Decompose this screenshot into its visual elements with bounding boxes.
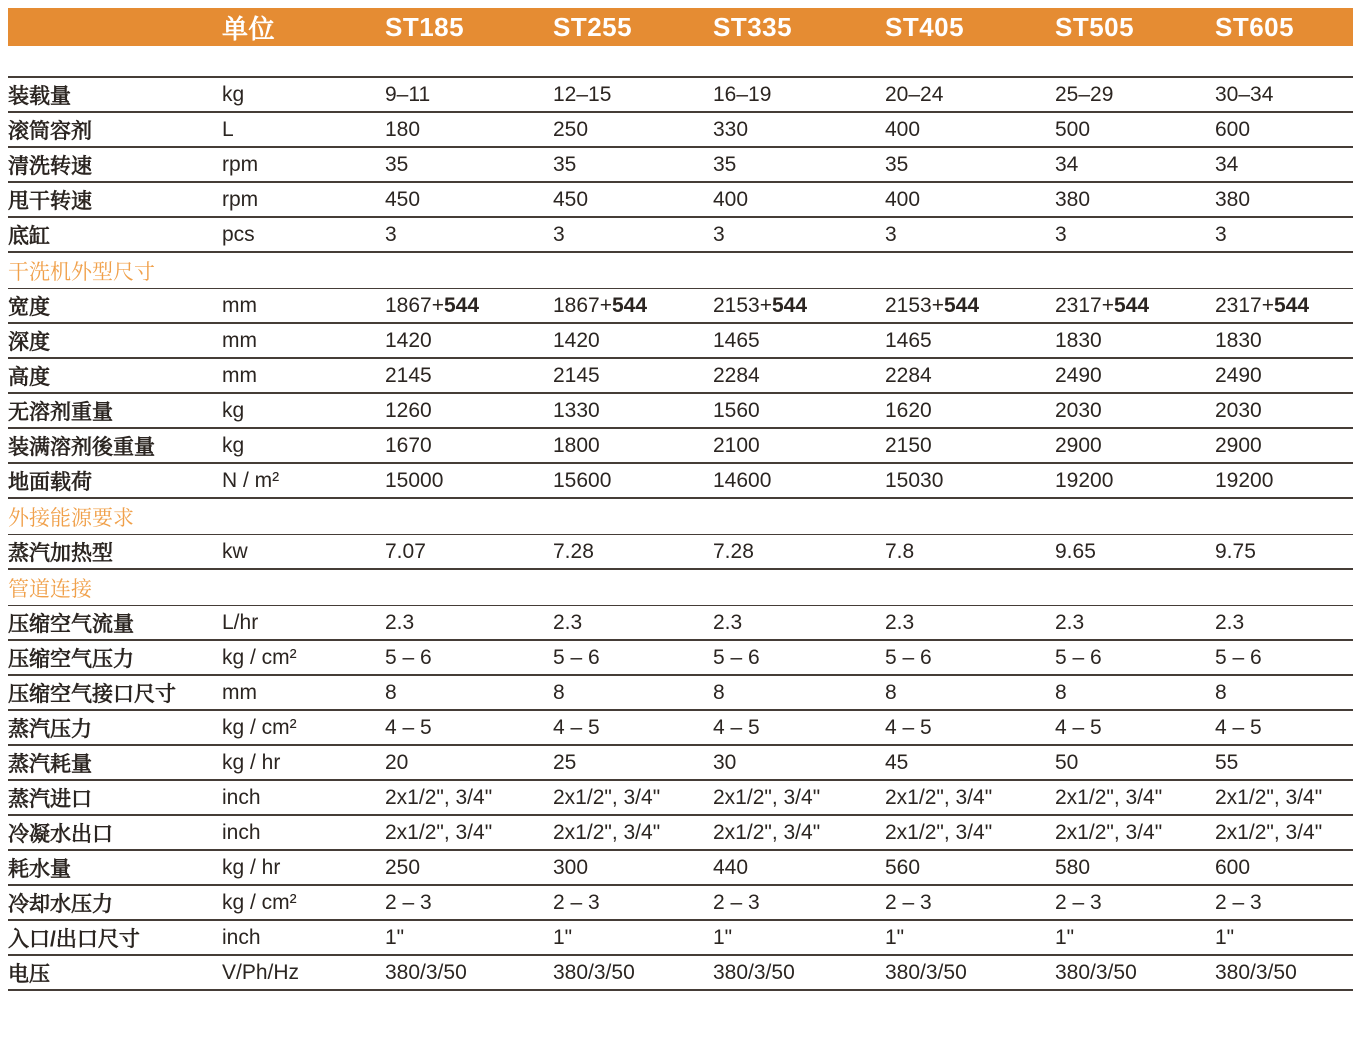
spec-value: 2100 [713, 433, 760, 457]
spec-value: 3 [553, 222, 565, 246]
spec-value: 2 – 3 [1215, 890, 1262, 914]
value-bold-suffix: 544 [1113, 293, 1150, 317]
spec-value [1215, 294, 1353, 318]
spec-value: 1830 [1215, 328, 1262, 352]
row-unit: inch [222, 820, 261, 844]
spec-row [8, 676, 1353, 711]
spec-value: 1465 [885, 328, 932, 352]
row-unit: mm [222, 363, 257, 387]
spec-value [553, 294, 713, 318]
spec-row [8, 78, 1353, 113]
spec-row [8, 641, 1353, 676]
row-label: 地面载荷 [8, 470, 92, 494]
row-label: 蒸汽加热型 [8, 541, 113, 565]
spec-value: 45 [885, 750, 909, 774]
spec-value: 20 [385, 750, 409, 774]
spec-value: 8 [553, 680, 565, 704]
spec-value: 330 [713, 117, 749, 141]
spec-value: 580 [1055, 855, 1091, 879]
spec-value: 5 – 6 [713, 645, 760, 669]
spec-value: 30–34 [1215, 82, 1274, 106]
spec-value: 19200 [1055, 468, 1114, 492]
column-header-model-st605: ST605 [1215, 11, 1295, 42]
row-label: 甩干转速 [8, 189, 92, 213]
spec-value: 400 [713, 187, 749, 211]
spec-row [8, 183, 1353, 218]
value-base: 2153+ [713, 293, 772, 317]
table-header-row [8, 8, 1353, 46]
spec-value: 380/3/50 [713, 960, 795, 984]
spec-value: 14600 [713, 468, 772, 492]
row-label: 入口/出口尺寸 [8, 927, 140, 951]
column-header-unit: 单位 [222, 13, 276, 44]
section-title: 干洗机外型尺寸 [8, 260, 155, 284]
row-label: 蒸汽进口 [8, 787, 92, 811]
spec-table [8, 76, 1353, 991]
spec-row [8, 711, 1353, 746]
row-label: 压缩空气压力 [8, 647, 134, 671]
spec-value: 380 [1215, 187, 1251, 211]
spec-value: 9–11 [385, 82, 431, 106]
spec-value: 1620 [885, 398, 932, 422]
spec-value: 2x1/2", 3/4" [1055, 820, 1163, 844]
spec-row [8, 956, 1353, 991]
spec-value: 250 [553, 117, 589, 141]
row-label: 底缸 [8, 224, 50, 248]
spec-value: 15030 [885, 468, 944, 492]
spec-value: 2x1/2", 3/4" [1055, 785, 1163, 809]
row-unit: inch [222, 785, 261, 809]
spec-value: 35 [713, 152, 737, 176]
spec-value: 400 [885, 117, 921, 141]
row-unit: pcs [222, 222, 255, 246]
spec-value: 5 – 6 [1215, 645, 1262, 669]
row-label: 高度 [8, 365, 50, 389]
spec-value: 19200 [1215, 468, 1274, 492]
spec-value: 2x1/2", 3/4" [553, 785, 661, 809]
spec-value [1055, 294, 1215, 318]
row-unit: kg [222, 398, 245, 422]
spec-value: 450 [553, 187, 589, 211]
spec-value: 7.07 [385, 539, 426, 563]
spec-value: 2x1/2", 3/4" [1215, 785, 1323, 809]
row-label: 蒸汽耗量 [8, 752, 92, 776]
spec-value: 600 [1215, 855, 1251, 879]
spec-value: 2x1/2", 3/4" [385, 785, 493, 809]
spec-value: 2284 [885, 363, 932, 387]
spec-value: 8 [713, 680, 725, 704]
value-base: 1867+ [385, 293, 444, 317]
section-title: 外接能源要求 [8, 506, 134, 530]
spec-value: 8 [885, 680, 897, 704]
spec-value: 2.3 [1215, 610, 1245, 634]
row-unit: kg / hr [222, 750, 281, 774]
spec-value: 1" [385, 925, 405, 949]
spec-value: 2x1/2", 3/4" [553, 820, 661, 844]
value-bold-suffix: 544 [943, 293, 980, 317]
spec-value: 2900 [1055, 433, 1102, 457]
value-base: 2317+ [1055, 293, 1114, 317]
value-bold-suffix: 544 [611, 293, 648, 317]
spec-value: 2030 [1055, 398, 1102, 422]
spec-row [8, 464, 1353, 499]
spec-value: 2 – 3 [553, 890, 600, 914]
row-label: 耗水量 [8, 857, 71, 881]
spec-value: 9.75 [1215, 539, 1256, 563]
spec-value: 2 – 3 [885, 890, 932, 914]
spec-value: 2x1/2", 3/4" [713, 785, 821, 809]
spec-value: 2.3 [385, 610, 415, 634]
row-unit: kg / cm² [222, 715, 297, 739]
spec-value: 7.8 [885, 539, 915, 563]
section-title: 管道连接 [8, 577, 92, 601]
spec-value: 380/3/50 [385, 960, 467, 984]
spec-value: 20–24 [885, 82, 944, 106]
row-unit: mm [222, 680, 257, 704]
spec-value: 1" [1055, 925, 1075, 949]
spec-value: 25 [553, 750, 577, 774]
spec-value: 2145 [553, 363, 600, 387]
spec-value: 34 [1215, 152, 1239, 176]
row-label: 压缩空气接口尺寸 [8, 682, 176, 706]
row-label: 宽度 [8, 295, 50, 319]
row-unit: kw [222, 539, 248, 563]
spec-value: 3 [385, 222, 397, 246]
row-label: 冷却水压力 [8, 892, 113, 916]
spec-value: 15600 [553, 468, 612, 492]
spec-value: 7.28 [553, 539, 594, 563]
spec-value: 12–15 [553, 82, 612, 106]
spec-value: 35 [385, 152, 409, 176]
value-bold-suffix: 544 [771, 293, 808, 317]
spec-value: 4 – 5 [385, 715, 432, 739]
value-bold-suffix: 544 [443, 293, 480, 317]
spec-value: 440 [713, 855, 749, 879]
spec-value: 2.3 [713, 610, 743, 634]
column-header-model-st255: ST255 [553, 11, 633, 42]
spec-row [8, 148, 1353, 183]
spec-value: 2900 [1215, 433, 1262, 457]
spec-value: 300 [553, 855, 589, 879]
row-label: 清洗转速 [8, 154, 92, 178]
spec-value: 8 [385, 680, 397, 704]
row-label: 装满溶剂後重量 [8, 435, 155, 459]
spec-value: 8 [1055, 680, 1067, 704]
spec-value: 380/3/50 [1055, 960, 1137, 984]
row-label: 电压 [8, 962, 50, 986]
row-label: 冷凝水出口 [8, 822, 113, 846]
value-bold-suffix: 544 [1273, 293, 1310, 317]
spec-value: 1465 [713, 328, 760, 352]
spec-value: 2 – 3 [1055, 890, 1102, 914]
row-label: 深度 [8, 330, 50, 354]
spec-value: 500 [1055, 117, 1091, 141]
column-header-model-st405: ST405 [885, 11, 965, 42]
row-label: 蒸汽压力 [8, 717, 92, 741]
value-base: 1867+ [553, 293, 612, 317]
spec-value: 2x1/2", 3/4" [885, 820, 993, 844]
row-label: 压缩空气流量 [8, 612, 134, 636]
row-unit: N / m² [222, 468, 280, 492]
spec-row [8, 429, 1353, 464]
spec-value: 1560 [713, 398, 760, 422]
spec-value: 180 [385, 117, 421, 141]
section-header-row [8, 499, 1353, 535]
spec-value: 380 [1055, 187, 1091, 211]
spec-value: 2.3 [553, 610, 583, 634]
spec-value: 3 [1215, 222, 1227, 246]
column-header-model-st185: ST185 [385, 11, 465, 42]
row-unit: L [222, 117, 234, 141]
spec-value: 4 – 5 [553, 715, 600, 739]
section-header-row [8, 253, 1353, 289]
spec-value: 1670 [385, 433, 432, 457]
spec-value [885, 294, 1055, 318]
section-header-row [8, 570, 1353, 606]
spec-value: 2145 [385, 363, 432, 387]
spec-value: 4 – 5 [713, 715, 760, 739]
row-unit: inch [222, 925, 261, 949]
spec-value: 400 [885, 187, 921, 211]
spec-row [8, 218, 1353, 253]
spec-value: 5 – 6 [553, 645, 600, 669]
spec-value: 2150 [885, 433, 932, 457]
spec-value: 2490 [1215, 363, 1262, 387]
spec-row [8, 606, 1353, 641]
spec-value: 1" [1215, 925, 1235, 949]
spec-value [385, 294, 553, 318]
spec-value: 2.3 [1055, 610, 1085, 634]
spec-row [8, 113, 1353, 148]
spec-value: 3 [1055, 222, 1067, 246]
row-label: 装载量 [8, 84, 71, 108]
spec-value: 1830 [1055, 328, 1102, 352]
row-unit: rpm [222, 152, 259, 176]
spec-value: 380/3/50 [553, 960, 635, 984]
spec-value: 1800 [553, 433, 600, 457]
spec-value: 2490 [1055, 363, 1102, 387]
row-unit: mm [222, 293, 257, 317]
spec-row [8, 394, 1353, 429]
row-label: 无溶剂重量 [8, 400, 113, 424]
spec-value: 2284 [713, 363, 760, 387]
column-header-model-st505: ST505 [1055, 11, 1135, 42]
row-unit: V/Ph/Hz [222, 960, 300, 984]
spec-value: 1" [885, 925, 905, 949]
spec-value: 2x1/2", 3/4" [1215, 820, 1323, 844]
spec-value: 4 – 5 [1055, 715, 1102, 739]
spec-row [8, 851, 1353, 886]
spec-row [8, 535, 1353, 570]
column-header-model-st335: ST335 [713, 11, 793, 42]
spec-value: 25–29 [1055, 82, 1114, 106]
spec-row [8, 746, 1353, 781]
row-label: 滚筒容剂 [8, 119, 92, 143]
spec-value: 2 – 3 [385, 890, 432, 914]
spec-value: 560 [885, 855, 921, 879]
spec-value: 3 [713, 222, 725, 246]
spec-value: 2x1/2", 3/4" [713, 820, 821, 844]
spec-value: 30 [713, 750, 737, 774]
spec-row [8, 359, 1353, 394]
spec-row [8, 781, 1353, 816]
spec-value: 250 [385, 855, 421, 879]
spec-sheet [0, 8, 1365, 1061]
spec-value: 380/3/50 [1215, 960, 1297, 984]
spec-value: 2x1/2", 3/4" [885, 785, 993, 809]
spec-value: 5 – 6 [385, 645, 432, 669]
spec-value: 4 – 5 [885, 715, 932, 739]
row-unit: kg [222, 82, 245, 106]
spec-row [8, 324, 1353, 359]
value-base: 2317+ [1215, 293, 1274, 317]
row-unit: L/hr [222, 610, 259, 634]
spec-value: 5 – 6 [885, 645, 932, 669]
spec-value: 15000 [385, 468, 444, 492]
row-unit: rpm [222, 187, 259, 211]
spec-value: 380/3/50 [885, 960, 967, 984]
row-unit: kg / cm² [222, 890, 297, 914]
spec-row [8, 921, 1353, 956]
spec-value: 1420 [553, 328, 600, 352]
spec-value: 2.3 [885, 610, 915, 634]
spec-value: 35 [553, 152, 577, 176]
spec-value [713, 294, 885, 318]
spec-value: 1" [553, 925, 573, 949]
spec-value: 7.28 [713, 539, 754, 563]
spec-value: 1420 [385, 328, 432, 352]
spec-value: 50 [1055, 750, 1079, 774]
spec-value: 8 [1215, 680, 1227, 704]
spec-value: 1" [713, 925, 733, 949]
spec-value: 450 [385, 187, 421, 211]
spec-value: 16–19 [713, 82, 772, 106]
value-base: 2153+ [885, 293, 944, 317]
row-unit: kg / cm² [222, 645, 297, 669]
spec-value: 2030 [1215, 398, 1262, 422]
spec-row [8, 816, 1353, 851]
row-unit: mm [222, 328, 257, 352]
spec-value: 35 [885, 152, 909, 176]
spec-value: 2x1/2", 3/4" [385, 820, 493, 844]
spec-value: 5 – 6 [1055, 645, 1102, 669]
spec-value: 2 – 3 [713, 890, 760, 914]
spec-value: 9.65 [1055, 539, 1096, 563]
spec-row [8, 886, 1353, 921]
spec-value: 34 [1055, 152, 1079, 176]
spec-value: 1330 [553, 398, 600, 422]
spec-value: 4 – 5 [1215, 715, 1262, 739]
row-unit: kg / hr [222, 855, 281, 879]
spec-value: 55 [1215, 750, 1239, 774]
row-unit: kg [222, 433, 245, 457]
spec-value: 3 [885, 222, 897, 246]
spec-value: 1260 [385, 398, 432, 422]
spec-row [8, 289, 1353, 324]
spec-value: 600 [1215, 117, 1251, 141]
